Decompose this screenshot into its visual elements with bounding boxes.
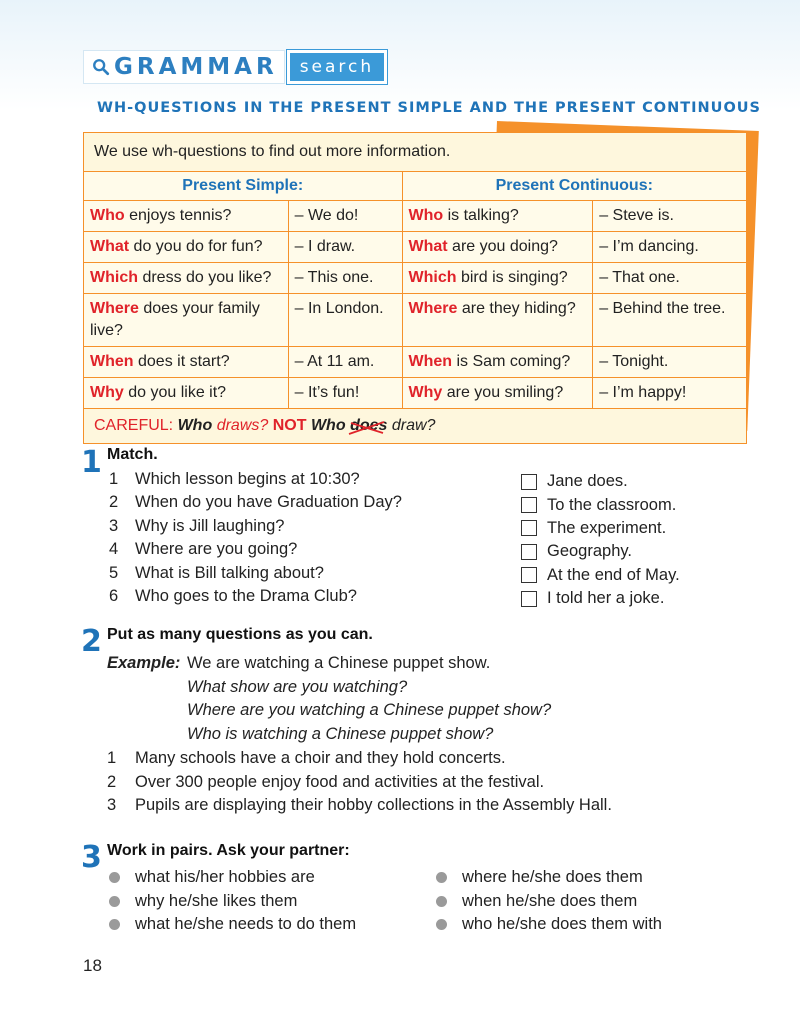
exercise-2-example: [107, 652, 551, 746]
item-text: Over 300 people enjoy food and activities at the festival.: [135, 772, 545, 791]
bullet-dot-icon: [436, 872, 447, 883]
continuous-question: [402, 201, 593, 232]
answer-checkbox[interactable]: [521, 544, 537, 560]
careful-label: CAREFUL:: [94, 417, 174, 434]
wh-word: When: [90, 353, 134, 370]
list-item: [107, 749, 612, 773]
bullet-text: who he/she does them with: [462, 914, 662, 933]
exercise-1-number: 1: [81, 445, 102, 480]
careful-note-row: [84, 409, 747, 444]
section-title: WH-QUESTIONS IN THE PRESENT SIMPLE AND THE PRESENT CONTINUOUS: [97, 100, 761, 116]
grammar-search-badge: [83, 50, 387, 84]
example-question-3: Who is watching a Chinese puppet show?: [187, 724, 494, 743]
exercise-1-answers: [521, 470, 680, 610]
list-item: [109, 493, 402, 516]
continuous-answer: – Steve is.: [593, 201, 747, 232]
question-text: are you smiling?: [442, 384, 564, 401]
simple-answer: – We do!: [288, 201, 402, 232]
bullet-item: [436, 866, 662, 889]
wh-word: Who: [408, 207, 444, 224]
item-number: 2: [107, 772, 117, 791]
bullet-dot-icon: [436, 919, 447, 930]
simple-question: [84, 347, 289, 378]
struck-word-text: does: [350, 417, 388, 434]
example-question-1: What show are you watching?: [187, 677, 408, 696]
bullet-dot-icon: [109, 919, 120, 930]
wh-word: Where: [408, 300, 458, 317]
bullet-text: when he/she does them: [462, 891, 638, 910]
grammar-word: GRAMMAR: [114, 54, 278, 80]
simple-question: [84, 263, 289, 294]
item-number: 6: [109, 586, 119, 605]
bullet-item: [436, 913, 662, 936]
continuous-question: [402, 294, 593, 347]
table-intro-row: [84, 133, 747, 172]
wh-word: Which: [90, 269, 138, 286]
question-text: are you doing?: [447, 238, 558, 255]
wh-word: What: [408, 238, 448, 255]
answer-option: [521, 470, 680, 493]
question-text: bird is singing?: [456, 269, 568, 286]
exercise-3-right-list: [436, 866, 662, 936]
careful-verb: draws?: [216, 417, 269, 434]
item-text: Many schools have a choir and they hold concerts.: [135, 749, 506, 767]
bullet-item: [436, 889, 662, 912]
answer-checkbox[interactable]: [521, 520, 537, 536]
list-item: [109, 517, 402, 540]
item-number: 2: [109, 493, 119, 512]
wh-word: What: [90, 238, 130, 255]
question-text: does your family live?: [90, 300, 260, 339]
table-row: [84, 294, 747, 347]
table-row: [84, 232, 747, 263]
bullet-dot-icon: [109, 872, 120, 883]
simple-answer: – At 11 am.: [288, 347, 402, 378]
wh-word: Why: [90, 384, 124, 401]
simple-answer: – It’s fun!: [288, 378, 402, 409]
answer-checkbox[interactable]: [521, 474, 537, 490]
continuous-answer: – I’m happy!: [593, 378, 747, 409]
list-item: [109, 470, 402, 493]
example-label: Example:: [107, 654, 181, 672]
question-text: do you like it?: [123, 384, 227, 401]
answer-text: To the classroom.: [547, 495, 677, 514]
answer-text: The experiment.: [547, 518, 667, 537]
careful-who-1: Who: [177, 417, 213, 434]
table-intro: We use wh-questions to find out more information.: [84, 133, 747, 172]
careful-end: draw?: [391, 417, 436, 434]
question-text: enjoys tennis?: [124, 207, 232, 224]
list-item: [109, 564, 402, 587]
answer-text: Geography.: [547, 542, 632, 561]
table-row: [84, 201, 747, 232]
item-number: 3: [109, 516, 119, 535]
question-text: Who goes to the Drama Club?: [135, 586, 357, 605]
simple-question: [84, 201, 289, 232]
wh-word: Why: [408, 384, 443, 401]
answer-option: [521, 493, 680, 516]
continuous-answer: – I’m dancing.: [593, 232, 747, 263]
page-number: 18: [83, 956, 102, 975]
continuous-question: [402, 232, 593, 263]
answer-option: [521, 517, 680, 540]
wh-word: Which: [408, 269, 457, 286]
question-text: What is Bill talking about?: [135, 563, 324, 582]
table-row: [84, 263, 747, 294]
col-header-present-continuous: Present Continuous:: [402, 172, 747, 201]
answer-checkbox[interactable]: [521, 591, 537, 607]
answer-option: [521, 587, 680, 610]
bullet-text: what he/she needs to do them: [135, 914, 357, 933]
list-item: [107, 773, 612, 797]
bullet-text: what his/her hobbies are: [135, 868, 315, 887]
example-question-2: Where are you watching a Chinese puppet show?: [187, 701, 552, 719]
continuous-question: [402, 347, 593, 378]
continuous-question: [402, 263, 593, 294]
exercise-1-title: Match.: [107, 446, 158, 463]
careful-struck-word: [350, 417, 387, 434]
bullet-dot-icon: [436, 896, 447, 907]
continuous-answer: – That one.: [593, 263, 747, 294]
table-header-row: [84, 172, 747, 201]
question-text: dress do you like?: [138, 269, 272, 286]
exercise-2-title: Put as many questions as you can.: [107, 626, 373, 643]
question-text: do you do for fun?: [129, 238, 263, 255]
question-text: Where are you going?: [135, 540, 298, 559]
search-tag: search: [287, 50, 387, 84]
question-text: is Sam coming?: [452, 353, 571, 370]
col-header-present-simple: Present Simple:: [84, 172, 403, 201]
exercise-3-number: 3: [81, 840, 102, 875]
grammar-table: [83, 132, 747, 444]
bullet-item: [109, 889, 356, 912]
continuous-answer: – Tonight.: [593, 347, 747, 378]
answer-text: At the end of May.: [547, 565, 680, 584]
exercise-3-title: Work in pairs. Ask your partner:: [107, 842, 350, 859]
item-number: 3: [107, 796, 117, 815]
list-item: [109, 587, 402, 610]
answer-text: I told her a joke.: [547, 589, 665, 608]
answer-option: [521, 564, 680, 587]
simple-question: [84, 378, 289, 409]
item-number: 1: [109, 470, 119, 488]
simple-answer: – This one.: [288, 263, 402, 294]
question-text: is talking?: [443, 207, 519, 224]
table-row: [84, 347, 747, 378]
search-icon: [92, 58, 110, 76]
question-text: Which lesson begins at 10:30?: [135, 470, 360, 488]
list-item: [109, 540, 402, 563]
simple-question: [84, 232, 289, 263]
grammar-label: [83, 50, 285, 84]
bullet-item: [109, 866, 356, 889]
wh-word: Where: [90, 300, 139, 317]
continuous-answer: – Behind the tree.: [593, 294, 747, 347]
item-number: 4: [109, 540, 119, 559]
bullet-text: where he/she does them: [462, 868, 643, 887]
simple-answer: – In London.: [288, 294, 402, 347]
exercise-1-questions: [109, 470, 402, 610]
example-sentence: We are watching a Chinese puppet show.: [187, 654, 491, 672]
question-text: are they hiding?: [457, 300, 576, 317]
question-text: does it start?: [133, 353, 230, 370]
bullet-dot-icon: [109, 896, 120, 907]
simple-answer: – I draw.: [288, 232, 402, 263]
question-text: When do you have Graduation Day?: [135, 493, 402, 512]
careful-who-2: Who: [310, 417, 346, 434]
cross-out-icon: [348, 419, 386, 437]
wh-word: Who: [90, 207, 125, 224]
answer-checkbox[interactable]: [521, 567, 537, 583]
answer-option: [521, 540, 680, 563]
item-number: 1: [107, 749, 117, 767]
bullet-item: [109, 913, 356, 936]
careful-not: NOT: [272, 417, 307, 434]
careful-note: [84, 409, 747, 444]
answer-checkbox[interactable]: [521, 497, 537, 513]
continuous-question: [402, 378, 593, 409]
exercise-2-items: [107, 749, 612, 820]
wh-word: When: [408, 353, 453, 370]
example-line: [107, 652, 551, 676]
bullet-text: why he/she likes them: [135, 891, 298, 910]
simple-question: [84, 294, 289, 347]
exercise-2-number: 2: [81, 624, 102, 659]
answer-text: Jane does.: [547, 472, 628, 491]
table-row: [84, 378, 747, 409]
item-text: Pupils are displaying their hobby collections in the Assembly Hall.: [135, 796, 612, 815]
exercise-3-left-list: [109, 866, 356, 936]
list-item: [107, 796, 612, 820]
item-number: 5: [109, 563, 119, 582]
question-text: Why is Jill laughing?: [135, 516, 285, 535]
